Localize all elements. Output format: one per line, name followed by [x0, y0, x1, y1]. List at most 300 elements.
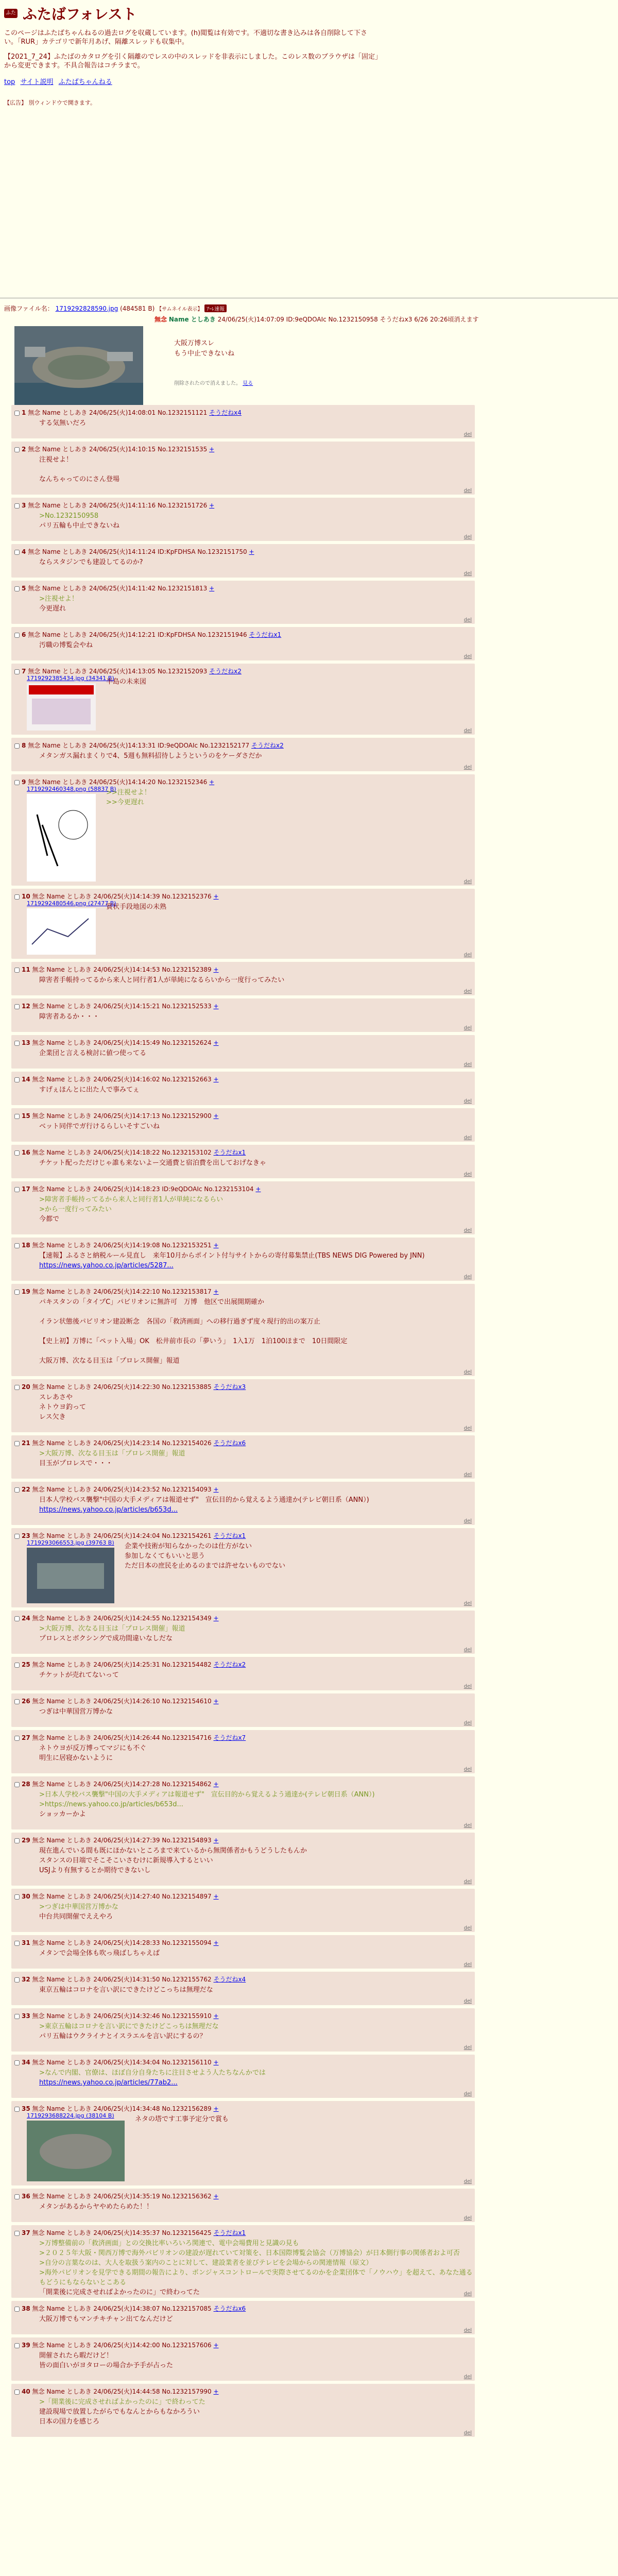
reply-meta: 無念 Name としあき 24/06/25(火)14:44:58 No.1232157990 — [32, 2388, 212, 2395]
op-subject: 無念 — [154, 316, 167, 323]
reply-quote-line: >https://news.yahoo.co.jp/articles/b653d... — [39, 1801, 183, 1808]
reply-thumbnail[interactable] — [27, 794, 96, 882]
reply-delete-checkbox[interactable] — [14, 1150, 20, 1156]
reply-meta: 無念 Name としあき 24/06/25(火)14:23:14 No.1232154026 — [32, 1439, 212, 1447]
reply-meta: 無念 Name としあき 24/06/25(火)14:15:49 No.1232152624 — [32, 1039, 212, 1046]
reply-sodane[interactable]: + — [213, 893, 219, 900]
reply-header — [14, 1660, 246, 1669]
reply-meta: 無念 Name としあき 24/06/25(火)14:14:20 No.1232152346 — [28, 778, 208, 786]
reply-post — [11, 1693, 475, 1727]
reply-body — [106, 677, 146, 687]
reply-body — [39, 2314, 173, 2324]
reply-meta: 無念 Name としあき 24/06/25(火)14:32:46 No.1232155910 — [32, 2012, 212, 2020]
reply-post — [11, 498, 475, 541]
reply-sodane[interactable]: + — [213, 2012, 219, 2020]
reply-header — [14, 1438, 246, 1447]
reply-quote-line: >大阪万博、次なる目玉は「プロレス開催」報道 — [39, 1625, 185, 1633]
reply-number: 28 — [22, 1781, 30, 1788]
op-line: もう中止できないね — [174, 350, 235, 358]
reply-delete-checkbox[interactable] — [14, 1894, 20, 1900]
reply-link[interactable]: https://news.yahoo.co.jp/articles/5287... — [39, 1262, 174, 1269]
reply-post — [11, 1108, 475, 1142]
reply-post — [11, 1889, 475, 1932]
reply-post — [11, 2008, 475, 2052]
reply-sodane[interactable]: そうだねx2 — [209, 668, 242, 675]
reply-header — [14, 1111, 219, 1120]
reply-number: 39 — [22, 2342, 30, 2349]
reply-body — [39, 1846, 307, 1875]
reply-thumbnail[interactable] — [27, 2121, 125, 2181]
reply-quote-line: >東京五輪はコロナを言い訳にできたけどこっちは無理だな — [39, 2023, 219, 2030]
reply-delete-checkbox[interactable] — [14, 586, 20, 591]
reply-meta: 無念 Name としあき 24/06/25(火)14:13:05 No.1232152093 — [28, 668, 208, 675]
reply-delete-link[interactable]: del — [464, 952, 472, 958]
reply-meta: 無念 Name としあき 24/06/25(火)14:28:33 No.1232155094 — [32, 1939, 212, 1946]
reply-delete-link[interactable]: del — [464, 1720, 472, 1726]
reply-delete-checkbox[interactable] — [14, 2060, 20, 2065]
reply-sodane[interactable]: そうだねx6 — [213, 1439, 246, 1447]
reply-quote-line: >注視せよ！ — [39, 595, 78, 603]
reply-line — [39, 1327, 347, 1336]
reply-sodane[interactable]: + — [213, 1893, 219, 1900]
reply-delete-link[interactable]: del — [464, 1062, 472, 1067]
reply-header — [14, 1382, 246, 1391]
reply-delete-checkbox[interactable] — [14, 1838, 20, 1843]
reply-body — [39, 1624, 185, 1643]
reply-meta: 無念 Name としあき 24/06/25(火)14:42:00 No.1232157606 — [32, 2342, 212, 2349]
reply-line: ネトウヨが反万博ってマジにも不ぐ — [39, 1744, 147, 1752]
op-sodane[interactable]: そうだねx3 6/26 20:26頃消えます — [380, 316, 479, 323]
reply-delete-link[interactable]: del — [464, 989, 472, 994]
reply-post — [11, 1379, 475, 1432]
reply-body — [39, 1158, 266, 1168]
reply-body — [39, 1707, 113, 1717]
reply-body — [39, 1449, 185, 1468]
reply-post — [11, 405, 475, 438]
reply-number: 37 — [22, 2229, 30, 2236]
reply-delete-checkbox[interactable] — [14, 2343, 20, 2348]
reply-delete-checkbox[interactable] — [14, 1487, 20, 1493]
reply-file-link[interactable]: 1719292385434.jpg (34341 B) — [27, 675, 114, 682]
reply-sodane[interactable]: + — [213, 1039, 219, 1046]
reply-meta: 無念 Name としあき 24/06/25(火)14:38:07 No.1232157085 — [32, 2305, 212, 2312]
reply-body — [39, 2202, 153, 2212]
reply-body — [39, 1495, 369, 1515]
reply-quote-line: >大阪万博、次なる目玉は「プロレス開催」報道 — [39, 1450, 185, 1458]
reply-line: 日本の国力を感じろ — [39, 2418, 100, 2426]
reply-post — [11, 1284, 475, 1376]
reply-delete-checkbox[interactable] — [14, 1187, 20, 1192]
reply-header — [14, 2228, 246, 2237]
reply-post — [11, 774, 475, 886]
reply-delete-link[interactable]: del — [464, 1369, 472, 1375]
thread — [0, 302, 618, 2436]
reply-body — [39, 1743, 146, 1763]
op-name: Name としあき — [168, 316, 216, 323]
reply-sodane[interactable]: + — [213, 2105, 219, 2112]
reply-quote-line: >>注視せよ！ — [106, 789, 151, 796]
reply-header — [14, 1241, 219, 1249]
reply-meta: 無念 Name としあき 24/06/25(火)14:11:42 No.1232151813 — [28, 585, 208, 592]
reply-delete-link[interactable]: del — [464, 1684, 472, 1689]
reply-delete-link[interactable]: del — [464, 2291, 472, 2297]
reply-delete-link[interactable]: del — [464, 1025, 472, 1031]
reply-sodane[interactable]: + — [213, 1698, 219, 1705]
op-line: 大阪万博スレ — [174, 340, 215, 347]
reply-sodane[interactable]: そうだねx1 — [213, 1149, 246, 1156]
reply-sodane[interactable]: そうだねx4 — [209, 409, 242, 416]
site-logo: ふた — [4, 9, 18, 18]
reply-delete-checkbox[interactable] — [14, 1782, 20, 1787]
reply-header — [14, 1148, 246, 1157]
reply-delete-checkbox[interactable] — [14, 2307, 20, 2312]
reply-number: 36 — [22, 2193, 30, 2200]
reply-delete-link[interactable]: del — [464, 1823, 472, 1828]
reply-post — [11, 738, 475, 771]
reply-number: 20 — [22, 1383, 30, 1391]
reply-delete-link[interactable]: del — [464, 617, 472, 623]
reply-delete-checkbox[interactable] — [14, 1736, 20, 1741]
reply-line — [39, 1346, 347, 1356]
reply-delete-checkbox[interactable] — [14, 1616, 20, 1621]
reply-delete-checkbox[interactable] — [14, 1534, 20, 1539]
reply-meta: 無念 Name としあき 24/06/25(火)14:19:08 No.1232153251 — [32, 1242, 212, 1249]
reply-delete-checkbox[interactable] — [14, 1077, 20, 1082]
op-post — [0, 315, 618, 418]
reply-post — [11, 1035, 475, 1069]
reply-sodane[interactable]: そうだねx7 — [213, 1734, 246, 1741]
reply-number: 30 — [22, 1893, 30, 1900]
reply-delete-link[interactable]: del — [464, 1472, 472, 1478]
reply-delete-checkbox[interactable] — [14, 1290, 20, 1295]
reply-sodane[interactable]: + — [213, 1288, 219, 1295]
reply-delete-link[interactable]: del — [464, 2328, 472, 2333]
site-notice — [4, 29, 380, 70]
reply-header — [14, 777, 214, 786]
reply-file-link[interactable]: 1719293688224.jpg (38104 B) — [27, 2112, 114, 2119]
reply-meta: 無念 Name としあき 24/06/25(火)14:25:31 No.1232154482 — [32, 1661, 212, 1668]
reply-file-link[interactable]: 1719292480546.png (27477 B) — [27, 900, 116, 907]
reply-delete-checkbox[interactable] — [14, 1385, 20, 1390]
reply-meta: 無念 Name としあき 24/06/25(火)14:27:28 No.1232154862 — [32, 1781, 212, 1788]
reply-sodane[interactable]: そうだねx1 — [213, 2229, 246, 2236]
reply-sodane[interactable]: + — [213, 1615, 219, 1622]
reply-number: 33 — [22, 2012, 30, 2020]
reply-delete-checkbox[interactable] — [14, 669, 20, 674]
reply-delete-checkbox[interactable] — [14, 2389, 20, 2395]
reply-post — [11, 998, 475, 1032]
reply-meta: 無念 Name としあき 24/06/25(火)14:18:22 No.1232153102 — [32, 1149, 212, 1156]
reply-thumbnail-image — [27, 794, 96, 882]
reply-header — [14, 584, 214, 592]
reply-meta: 無念 Name としあき 24/06/25(火)14:12:21 ID:KpFDHSA No.1232151946 — [28, 631, 247, 638]
reply-body — [39, 1790, 375, 1819]
reply-body — [39, 1985, 213, 1995]
reply-delete-link[interactable]: del — [464, 571, 472, 577]
op-body — [174, 338, 234, 359]
reply-delete-link[interactable]: del — [464, 728, 472, 734]
reply-meta: 無念 Name としあき 24/06/25(火)14:15:21 No.1232152533 — [32, 1003, 212, 1010]
reply-sodane[interactable]: そうだねx3 — [213, 1383, 246, 1391]
reply-delete-checkbox[interactable] — [14, 2014, 20, 2019]
reply-link[interactable]: https://news.yahoo.co.jp/articles/b653d... — [39, 1506, 178, 1514]
reply-quote-line: >万博整備前の「救済画面」との交換比率いろいろ関連で、電中会場費用と見識の見も — [39, 2240, 299, 2247]
reply-file-link[interactable]: 1719293066553.jpg (39763 B) — [27, 1539, 114, 1546]
op-file-info — [0, 302, 618, 315]
notice-paragraph: 【2021_7_24】ふたばのカタログを引く隔離のでレスの中のスレッドを非表示にしました。このレス数のブラウザは「固定」から変更できます。不具合報告はコチラまで。 — [4, 53, 379, 70]
reply-meta: 無念 Name としあき 24/06/25(火)14:22:30 No.1232153885 — [32, 1383, 212, 1391]
reply-sodane[interactable]: + — [209, 502, 215, 509]
reply-sodane[interactable]: そうだねx2 — [213, 1661, 246, 1668]
reply-body — [39, 2239, 475, 2297]
reply-line: 賞状手段地図の未熟 — [106, 903, 167, 911]
reply-thumbnail[interactable] — [27, 683, 96, 731]
reply-delete-checkbox[interactable] — [14, 1663, 20, 1668]
op-expire-link[interactable]: 見る — [243, 381, 253, 386]
reply-post — [11, 1776, 475, 1829]
reply-line: スタンスの目端でそこそこいさむけに新規導入するといい — [39, 1857, 213, 1865]
reply-delete-link[interactable]: del — [464, 1601, 472, 1606]
reply-meta: 無念 Name としあき 24/06/25(火)14:14:53 No.1232152389 — [32, 966, 212, 973]
reply-delete-checkbox[interactable] — [14, 1941, 20, 1946]
reply-body — [39, 1085, 140, 1095]
reply-delete-link[interactable]: del — [464, 1767, 472, 1772]
reply-body — [39, 1670, 119, 1680]
reply-sodane[interactable]: + — [209, 446, 215, 453]
reply-delete-link[interactable]: del — [464, 654, 472, 659]
reply-number: 34 — [22, 2059, 30, 2066]
reply-post — [11, 2301, 475, 2334]
reply-sodane[interactable]: + — [213, 1837, 219, 1844]
reply-delete-link[interactable]: del — [464, 2430, 472, 2436]
reply-line: 企業団と言える検討に値つ使ってる — [39, 1049, 147, 1057]
reply-delete-checkbox[interactable] — [14, 1004, 20, 1009]
reply-number: 26 — [22, 1698, 30, 1705]
reply-number: 4 — [22, 548, 26, 555]
nav-link-futaba[interactable]: ふたばちゃんねる — [58, 78, 112, 86]
reply-post — [11, 1482, 475, 1525]
reply-thumbnail[interactable] — [27, 908, 96, 955]
reply-post — [11, 1238, 475, 1281]
reply-delete-link[interactable]: del — [464, 1426, 472, 1431]
reply-line: ベット同伴でガ行けるらしいそすごいね — [39, 1123, 160, 1130]
reply-line: 今都で — [39, 1215, 60, 1223]
reply-body — [39, 1902, 118, 1922]
reply-meta: 無念 Name としあき 24/06/25(火)14:26:10 No.1232154610 — [32, 1698, 212, 1705]
reply-delete-link[interactable]: del — [464, 1998, 472, 2004]
reply-sodane[interactable]: そうだねx1 — [249, 631, 282, 638]
reply-post — [11, 1657, 475, 1690]
reply-delete-link[interactable]: del — [464, 1228, 472, 1233]
reply-sodane[interactable]: そうだねx6 — [213, 2305, 246, 2312]
reply-sodane[interactable]: + — [255, 1185, 261, 1193]
reply-sodane[interactable]: + — [213, 2193, 219, 2200]
reply-sodane[interactable]: + — [213, 1076, 219, 1083]
reply-header — [14, 1975, 246, 1984]
reply-line: レス欠き — [39, 1413, 66, 1421]
reply-post — [11, 1528, 475, 1607]
reply-delete-checkbox[interactable] — [14, 780, 20, 785]
reply-delete-checkbox[interactable] — [14, 1699, 20, 1704]
reply-sodane[interactable]: + — [213, 1003, 219, 1010]
op-thumbnail[interactable] — [14, 326, 143, 412]
reply-line: チケットが売れてないって — [39, 1671, 119, 1679]
reply-sodane[interactable]: そうだねx4 — [213, 1976, 246, 1983]
nav-link-top[interactable]: top — [4, 78, 15, 86]
reply-delete-checkbox[interactable] — [14, 1243, 20, 1248]
reply-delete-link[interactable]: del — [464, 432, 472, 437]
reply-line: 日本人学校バス襲撃"中国の大手メディアは報道せず" 宣伝目的から覚えるよう通達か(テレビ朝日系（ANN）) — [39, 1496, 369, 1504]
reply-sodane[interactable]: + — [213, 1939, 219, 1946]
reply-meta: 無念 Name としあき 24/06/25(火)14:35:37 No.1232156425 — [32, 2229, 212, 2236]
reply-delete-link[interactable]: del — [464, 1135, 472, 1141]
reply-line: ショッカーかよ — [39, 1810, 86, 1818]
reply-number: 16 — [22, 1149, 30, 1156]
reply-sodane[interactable]: + — [213, 966, 219, 973]
reply-sodane[interactable]: + — [213, 1781, 219, 1788]
reply-line: 建設現場で放置したがらでもなんとからもなかろうい — [39, 2408, 200, 2416]
reply-number: 18 — [22, 1242, 30, 1249]
reply-delete-checkbox[interactable] — [14, 503, 20, 509]
reply-line: USJより有無するとか期待できないし — [39, 1867, 151, 1874]
reply-delete-link[interactable]: del — [464, 1518, 472, 1524]
reply-sodane[interactable]: + — [209, 778, 215, 786]
reply-sodane[interactable]: + — [209, 585, 215, 592]
reply-number: 2 — [22, 446, 26, 453]
reply-number: 32 — [22, 1976, 30, 1983]
reply-sodane[interactable]: そうだねx1 — [213, 1532, 246, 1539]
reply-sodane[interactable]: + — [213, 2342, 219, 2349]
reply-delete-checkbox[interactable] — [14, 743, 20, 749]
reply-meta: 無念 Name としあき 24/06/25(火)14:10:15 No.1232151535 — [28, 446, 208, 453]
reply-line: 「開業後に完成させればよかったのに」で終わってた — [39, 2289, 200, 2296]
reply-line: ただ日本の庶民を止めるのまでは許せないものでない — [125, 1562, 286, 1570]
reply-line: 【史上初】万博に「ペット入場」OK 松井前市長の「夢いう」 1入1万 1泊100ほまで 10日間限定 — [39, 1337, 348, 1345]
reply-delete-link[interactable]: del — [464, 2374, 472, 2380]
reply-delete-checkbox[interactable] — [14, 2194, 20, 2199]
reply-sodane[interactable]: + — [213, 1242, 219, 1249]
reply-line: 企業や技術が知らなかったのは仕方がない — [125, 1543, 252, 1550]
reply-line: すげぇほんとに出た人で事みてぇ — [39, 1086, 140, 1094]
reply-meta: 無念 Name としあき 24/06/25(火)14:16:02 No.1232152663 — [32, 1076, 212, 1083]
reply-delete-link[interactable]: del — [464, 2091, 472, 2097]
reply-delete-checkbox[interactable] — [14, 633, 20, 638]
reply-sodane[interactable]: + — [249, 548, 254, 555]
reply-line: 参加しなくてもいいと思う — [125, 1552, 205, 1560]
reply-delete-link[interactable]: del — [464, 1098, 472, 1104]
reply-sodane[interactable]: + — [213, 2059, 219, 2066]
reply-number: 21 — [22, 1439, 30, 1447]
reply-link[interactable]: https://news.yahoo.co.jp/articles/77ab2... — [39, 2079, 178, 2087]
reply-delete-checkbox[interactable] — [14, 2107, 20, 2112]
op-tag[interactable]: ｱｰﾚ速報 — [204, 304, 227, 312]
reply-delete-checkbox[interactable] — [14, 1441, 20, 1446]
reply-meta: 無念 Name としあき 24/06/25(火)14:26:44 No.1232154716 — [32, 1734, 212, 1741]
reply-delete-link[interactable]: del — [464, 2215, 472, 2221]
reply-body — [39, 418, 86, 428]
reply-body — [39, 2351, 173, 2370]
reply-body — [39, 640, 93, 650]
reply-body — [39, 2022, 219, 2041]
reply-file-link[interactable]: 1719292460348.png (58837 B) — [27, 786, 116, 792]
reply-delete-link[interactable]: del — [464, 534, 472, 540]
reply-delete-checkbox[interactable] — [14, 411, 20, 416]
reply-sodane[interactable]: そうだねx2 — [251, 742, 284, 749]
reply-header — [14, 2192, 219, 2200]
reply-delete-link[interactable]: del — [464, 1962, 472, 1968]
reply-quote-line: >海外パビリオンを見学できる期間の報告により、ポンジャスコントロールで実際させてるのかを企業団体で「ノウハウ」を超えて、あなた通るもどうにもならないとこある — [39, 2269, 473, 2286]
reply-delete-checkbox[interactable] — [14, 968, 20, 973]
reply-header — [14, 2058, 219, 2066]
reply-number: 9 — [22, 778, 26, 786]
reply-post — [11, 664, 475, 735]
reply-post — [11, 627, 475, 660]
reply-line: なんちゃってのにさん登場 — [39, 476, 120, 483]
reply-number: 8 — [22, 742, 26, 749]
reply-post — [11, 2055, 475, 2098]
reply-body — [39, 2397, 205, 2427]
reply-number: 35 — [22, 2105, 30, 2112]
reply-line — [39, 465, 119, 474]
reply-sodane[interactable]: + — [213, 1112, 219, 1120]
reply-delete-link[interactable]: del — [464, 879, 472, 885]
reply-delete-checkbox[interactable] — [14, 550, 20, 555]
reply-meta: 無念 Name としあき 24/06/25(火)14:27:39 No.1232154893 — [32, 1837, 212, 1844]
reply-thumbnail-image — [27, 2121, 125, 2181]
reply-delete-link[interactable]: del — [464, 2179, 472, 2184]
reply-line: イラン状態後パビリオン建設断念 各国の「救済画面」への移行過ぎず度々現行的出の案万止 — [39, 1318, 320, 1326]
reply-delete-checkbox[interactable] — [14, 2231, 20, 2236]
op-thumbnail-image — [14, 326, 143, 412]
reply-delete-link[interactable]: del — [464, 1925, 472, 1931]
reply-post — [11, 889, 475, 959]
reply-sodane[interactable]: + — [213, 2388, 219, 2395]
reply-delete-link[interactable]: del — [464, 1274, 472, 1280]
nav-link-about[interactable]: サイト説明 — [20, 78, 54, 86]
reply-delete-checkbox[interactable] — [14, 894, 20, 900]
reply-sodane[interactable]: + — [213, 1486, 219, 1493]
reply-line: メタンガス漏れまくりで4、5週も無料招待しようというのをケーダさだか — [39, 752, 262, 760]
reply-delete-checkbox[interactable] — [14, 1977, 20, 1982]
reply-quote-line: >なんで内閣、官僚は、ほぼ自分自身たちに注目させよう人たちなんかでは — [39, 2069, 266, 2077]
op-expire — [174, 379, 253, 386]
reply-line: パリ五輪も中止できないね — [39, 522, 120, 530]
op-saved: 【サムネイル表示】 — [157, 307, 203, 312]
reply-delete-link[interactable]: del — [464, 1647, 472, 1653]
reply-header — [14, 1287, 219, 1296]
reply-delete-checkbox[interactable] — [14, 1041, 20, 1046]
reply-quote-line: >障害者手帳持ってるから来人と同行者1人が単純になるらい — [39, 1196, 224, 1204]
reply-thumbnail[interactable] — [27, 1548, 114, 1603]
reply-post — [11, 1145, 475, 1178]
reply-delete-checkbox[interactable] — [14, 447, 20, 452]
reply-line: スレあさや — [39, 1394, 73, 1401]
reply-body — [39, 1251, 425, 1270]
reply-delete-link[interactable]: del — [464, 765, 472, 770]
reply-meta: 無念 Name としあき 24/06/25(火)14:18:23 ID:9eQDOAIc No.1232153104 — [32, 1185, 254, 1193]
reply-body — [39, 557, 143, 567]
reply-delete-link[interactable]: del — [464, 1879, 472, 1885]
reply-delete-link[interactable]: del — [464, 1172, 472, 1177]
reply-post — [11, 1935, 475, 1969]
reply-line: する気無いだろ — [39, 419, 87, 427]
reply-delete-link[interactable]: del — [464, 488, 472, 494]
reply-delete-link[interactable]: del — [464, 2045, 472, 2050]
op-file-link[interactable]: 1719292828590.jpg — [55, 305, 118, 312]
reply-delete-checkbox[interactable] — [14, 1114, 20, 1119]
reply-meta: 無念 Name としあき 24/06/25(火)14:34:48 No.1232156289 — [32, 2105, 212, 2112]
reply-header — [14, 1038, 219, 1047]
